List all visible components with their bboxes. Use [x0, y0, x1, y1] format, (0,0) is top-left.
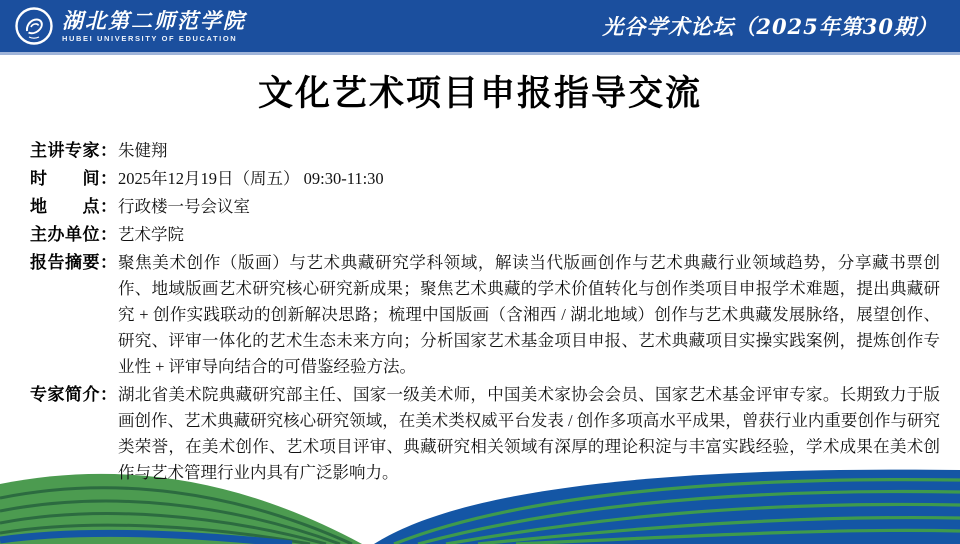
abstract-paragraph: 聚焦美术创作（版画）与艺术典藏研究学科领域，解读当代版画创作与艺术典藏行业领域趋势，分享藏书票创作、地域版画艺术研究核心研究新成果；聚焦艺术典藏的学术价值转化与创作类项目申报学术难题，提出典藏研究 + 创作实践联动的创新解决思路；梳理中国版画（含湘西 / 湖北地域）创作与艺术典藏发展脉络，展望创作、研究、评审一体化的艺术生态未来方向；分析国家艺术基金项目申报、艺术典藏项目实操实践案例，提炼创作专业性 + 评审导向结合的可借鉴经验方法。 — [118, 253, 940, 376]
info-label: 报告摘要： — [30, 253, 118, 272]
university-name-block — [62, 7, 246, 43]
info-label: 地 点： — [30, 197, 118, 216]
info-list — [30, 138, 940, 488]
speaker-name: 朱健翔 — [118, 141, 168, 160]
info-row-speaker — [30, 138, 940, 164]
event-time: 2025年12月19日（周五） 09:30-11:30 — [118, 169, 384, 188]
info-label: 时 间： — [30, 169, 118, 188]
forum-series-title: 光谷学术论坛（2025年第30期） — [602, 14, 938, 39]
page-title: 文化艺术项目申报指导交流 — [257, 74, 702, 113]
info-label: 主办单位： — [30, 225, 118, 244]
event-location: 行政楼一号会议室 — [118, 197, 250, 216]
info-row-abstract — [30, 250, 940, 380]
university-name-zh: 湖北第二师范学院 — [62, 7, 246, 33]
info-label: 主讲专家： — [30, 141, 118, 160]
info-row-location — [30, 194, 940, 220]
expert-bio-paragraph: 湖北省美术院典藏研究部主任、国家一级美术师，中国美术家协会会员、国家艺术基金评审专家。长期致力于版画创作、艺术典藏研究核心研究领域，在美术类权威平台发表 / 创作多项高水平成果，曾获行业内重要创作与研究类荣誉，在美术创作、艺术项目评审、典藏研究相关领域有深厚的理论积淀与丰富实践经验，学术成果在美术创作与艺术管理行业内具有广泛影响力。 — [118, 385, 940, 482]
university-brand — [14, 6, 246, 46]
info-row-organizer — [30, 222, 940, 248]
header-bar — [0, 0, 960, 55]
organizer-name: 艺术学院 — [118, 225, 184, 244]
university-seal-icon — [14, 6, 54, 46]
info-row-time — [30, 166, 940, 192]
info-label: 专家简介： — [30, 385, 118, 404]
info-row-bio — [30, 382, 940, 486]
university-name-en: HUBEI UNIVERSITY OF EDUCATION — [62, 33, 238, 43]
